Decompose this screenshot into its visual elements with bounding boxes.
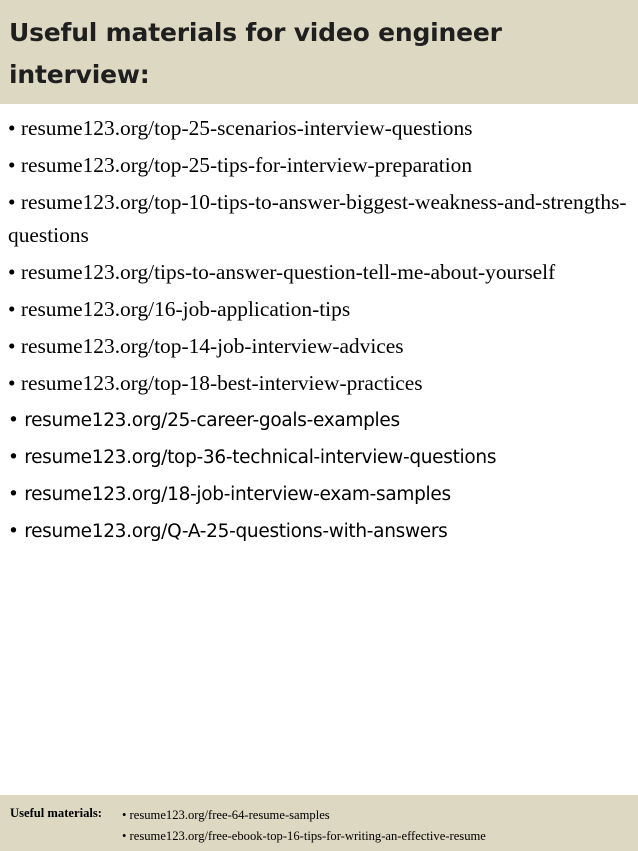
footer-label-text: Useful materials (10, 806, 98, 820)
title-band (0, 0, 638, 104)
footer-label (10, 805, 102, 822)
list-item: • resume123.org/top-25-scenarios-interview-questions (8, 116, 473, 140)
list-item: • resume123.org/16-job-application-tips (8, 297, 351, 321)
materials-list (8, 112, 630, 552)
list-item: • resume123.org/tips-to-answer-question-tell-me-about-yourself (8, 260, 556, 284)
footer-links (122, 805, 486, 847)
footer-link-item: • resume123.org/free-64-resume-samples (122, 808, 330, 822)
list-item: • resume123.org/top-25-tips-for-interview-preparation (8, 153, 473, 177)
footer-link-item: • resume123.org/free-ebook-top-16-tips-for-writing-an-effective-resume (122, 829, 486, 843)
list-item: • resume123.org/top-14-job-interview-advices (8, 334, 404, 358)
list-item: • resume123.org/25-career-goals-examples (8, 410, 400, 431)
list-item: • resume123.org/Q-A-25-questions-with-answers (8, 521, 448, 542)
slide-title: Useful materials for video engineer interview: (9, 18, 502, 89)
list-item: • resume123.org/18-job-interview-exam-samples (8, 484, 451, 505)
list-item: • resume123.org/top-10-tips-to-answer-biggest-weakness-and-strengths-questions (8, 190, 627, 247)
footer-band (0, 795, 638, 851)
list-item: • resume123.org/top-18-best-interview-practices (8, 371, 423, 395)
footer-label-colon: : (97, 806, 102, 820)
list-item: • resume123.org/top-36-technical-interview-questions (8, 447, 497, 468)
